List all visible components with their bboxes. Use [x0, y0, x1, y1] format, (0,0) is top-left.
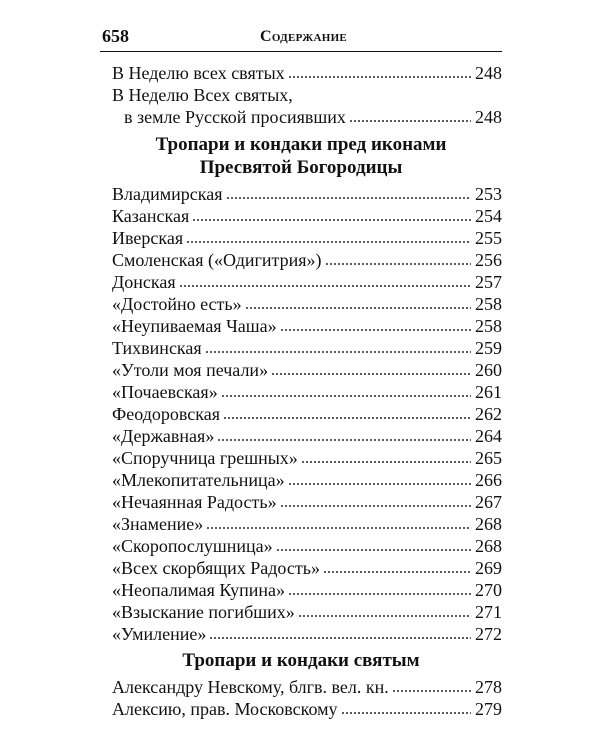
toc-entry-title: «Споручница грешных» [112, 448, 298, 468]
dot-leader [280, 504, 471, 508]
dot-leader [325, 262, 471, 266]
toc-entry [112, 601, 502, 623]
toc-entry [112, 227, 502, 249]
toc-entry-title: «Достойно есть» [112, 294, 242, 314]
dot-leader [245, 306, 471, 310]
toc-entry [112, 425, 502, 447]
toc-entry-title-line2: в земле Русской просиявших [124, 107, 346, 127]
toc-entry-page: 265 [475, 448, 502, 468]
toc-entry-title: Александру Невскому, блгв. вел. кн. [112, 677, 389, 697]
dot-leader [206, 526, 471, 530]
toc-entry-title: В Неделю всех святых [112, 63, 285, 83]
toc-entry-page: 253 [475, 184, 502, 204]
toc-entry-page: 256 [475, 250, 502, 270]
toc-entry [112, 676, 502, 698]
dot-leader [217, 438, 471, 442]
dot-leader [288, 75, 471, 79]
toc-entry [112, 337, 502, 359]
toc-entry [112, 359, 502, 381]
toc-entry-line1 [112, 84, 502, 106]
toc-entry-page: 272 [475, 624, 502, 644]
toc-entry [112, 535, 502, 557]
toc-entry [112, 205, 502, 227]
toc-entry [112, 513, 502, 535]
page-number: 658 [102, 26, 129, 46]
toc-entry [112, 249, 502, 271]
toc-entry-title: «Почаевская» [112, 382, 218, 402]
toc-entry-title: Феодоровская [112, 404, 220, 424]
toc-entry-title: Алексию, прав. Московскому [112, 699, 338, 719]
toc-entry-title: Донская [112, 272, 176, 292]
toc-entry [112, 315, 502, 337]
toc-entry-page: 248 [475, 107, 502, 127]
toc-entry-page: 259 [475, 338, 502, 358]
dot-leader [288, 482, 471, 486]
toc-entry [112, 447, 502, 469]
dot-leader [186, 240, 471, 244]
dot-leader [192, 218, 471, 222]
page-header [100, 20, 502, 52]
toc-entry-title: Казанская [112, 206, 190, 226]
running-title: Содержание [260, 28, 348, 45]
toc-entry-title: «Неупиваемая Чаша» [112, 316, 277, 336]
toc-entry-page: 279 [475, 699, 502, 719]
toc-entry-page: 257 [475, 272, 502, 292]
toc-entry [112, 623, 502, 645]
dot-leader [280, 328, 471, 332]
dot-leader [205, 350, 471, 354]
toc-entry-title: «Умиление» [112, 624, 207, 644]
toc-entry [112, 381, 502, 403]
toc-entry-page: 261 [475, 382, 502, 402]
toc-entry-page: 258 [475, 294, 502, 314]
toc-entry-title: Владимирская [112, 184, 223, 204]
dot-leader [221, 394, 471, 398]
toc-entry-page: 264 [475, 426, 502, 446]
section-heading-line2: Пресвятой Богородицы [199, 157, 403, 178]
toc-entry-page: 248 [475, 63, 502, 83]
dot-leader [209, 636, 471, 640]
toc-entry [112, 271, 502, 293]
toc-entry-title: «Знамение» [112, 514, 204, 534]
dot-leader [341, 711, 471, 715]
dot-leader [323, 570, 471, 574]
toc-entry-title: Смоленская («Одигитрия») [112, 250, 322, 270]
toc-entry-title: «Взыскание погибших» [112, 602, 295, 622]
dot-leader [288, 592, 471, 596]
section-heading: Тропари и кондаки святым [182, 650, 420, 671]
toc-entry-title: «Неопалимая Купина» [112, 580, 285, 600]
toc-entry-title: «Всех скорбящих Радость» [112, 558, 320, 578]
toc-entry [112, 698, 502, 720]
dot-leader [349, 119, 471, 123]
toc-entry-page: 269 [475, 558, 502, 578]
toc-entry-page: 255 [475, 228, 502, 248]
toc-entry [112, 62, 502, 84]
toc-entry-title: «Державная» [112, 426, 215, 446]
section-heading-line1: Тропари и кондаки пред иконами [155, 134, 447, 155]
toc-entry-line2 [124, 106, 502, 128]
toc-entry-title: «Утоли моя печали» [112, 360, 269, 380]
toc-entry-title-line1: В Неделю Всех святых, [112, 85, 293, 105]
dot-leader [276, 548, 471, 552]
toc-entry-title: Тихвинская [112, 338, 202, 358]
toc-entry [112, 557, 502, 579]
toc-entry [112, 579, 502, 601]
toc-entry-page: 268 [475, 514, 502, 534]
toc-entry [112, 491, 502, 513]
toc-entry-page: 254 [475, 206, 502, 226]
dot-leader [392, 689, 471, 693]
toc-entry-page: 270 [475, 580, 502, 600]
dot-leader [298, 614, 471, 618]
dot-leader [226, 196, 471, 200]
toc-entry-page: 262 [475, 404, 502, 424]
dot-leader [271, 372, 471, 376]
toc-entry-page: 260 [475, 360, 502, 380]
toc-entry-title: «Млекопитательница» [112, 470, 285, 490]
toc-entry-page: 271 [475, 602, 502, 622]
header-rule [100, 51, 502, 52]
toc-entry-title: «Нечаянная Радость» [112, 492, 277, 512]
toc-entry-title: «Скоропослушница» [112, 536, 273, 556]
toc-entry [112, 403, 502, 425]
dot-leader [179, 284, 471, 288]
dot-leader [301, 460, 471, 464]
toc-entry-title: Иверская [112, 228, 184, 248]
toc-entry [112, 183, 502, 205]
toc-entry-page: 267 [475, 492, 502, 512]
toc-entry-page: 268 [475, 536, 502, 556]
dot-leader [223, 416, 471, 420]
toc-entry-page: 258 [475, 316, 502, 336]
toc-entry [112, 293, 502, 315]
toc-entry-page: 266 [475, 470, 502, 490]
toc-entry [112, 469, 502, 491]
toc-entry-page: 278 [475, 677, 502, 697]
